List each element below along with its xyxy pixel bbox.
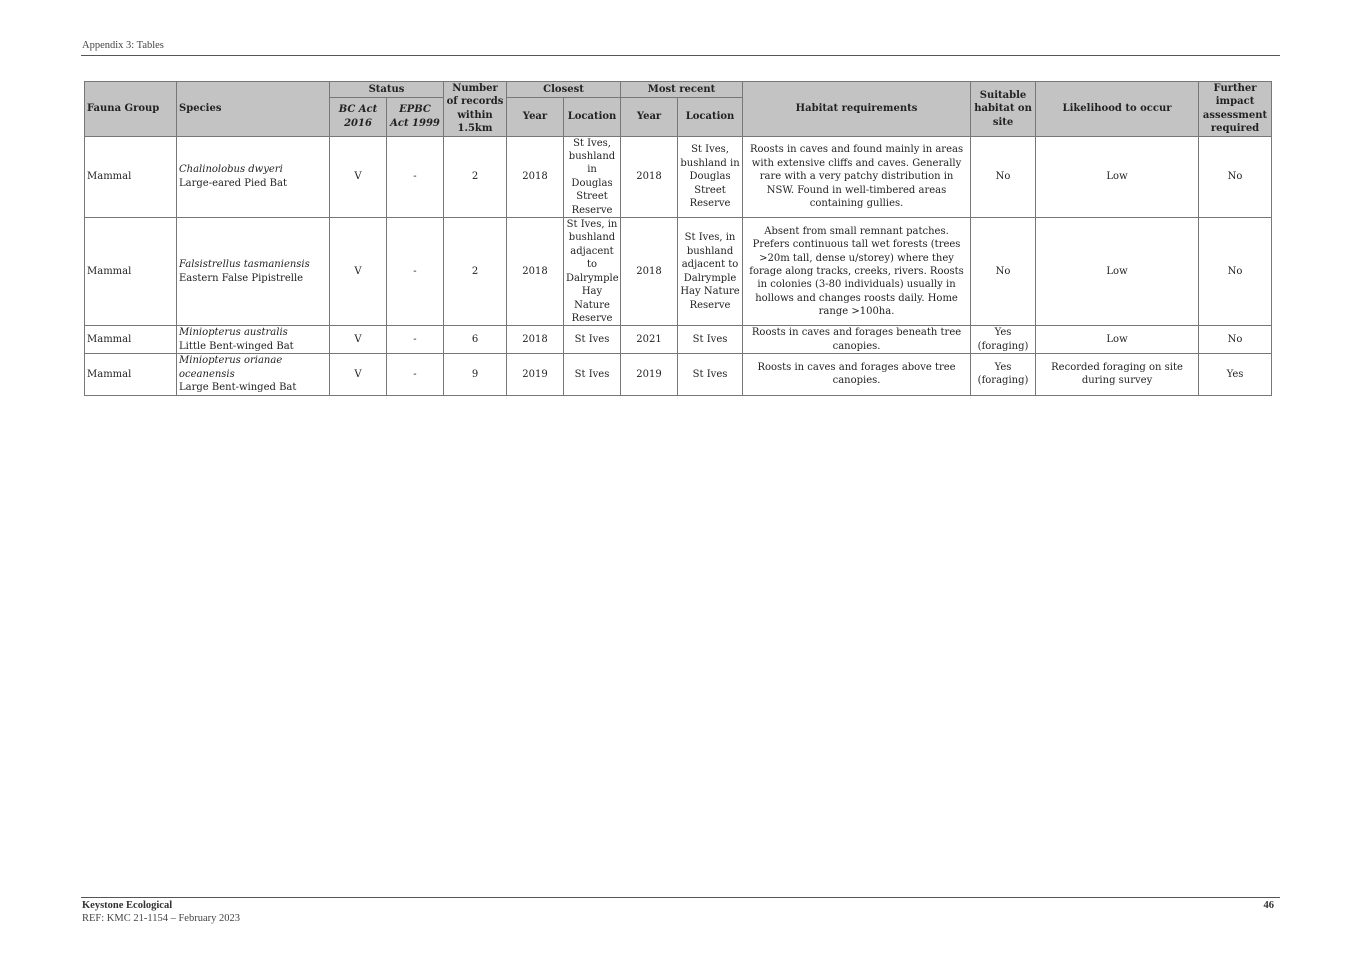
header-species: Species: [177, 82, 330, 137]
closest-year-cell: 2019: [507, 354, 564, 395]
fauna-group-cell: Mammal: [85, 218, 177, 326]
recent-year-cell: 2021: [621, 326, 678, 354]
header-bc-act: BC Act 2016: [330, 98, 387, 136]
common-name: Little Bent-winged Bat: [179, 340, 294, 352]
footer-company: Keystone Ecological: [82, 900, 173, 911]
header-likelihood: Likelihood to occur: [1036, 82, 1199, 137]
table-row: [85, 326, 1272, 354]
bc-act-cell: V: [330, 218, 387, 326]
likelihood-cell: Recorded foraging on site during survey: [1036, 354, 1199, 395]
header-closest-year: Year: [507, 98, 564, 136]
bc-act-cell: V: [330, 136, 387, 217]
species-cell: [177, 218, 330, 326]
fauna-group-cell: Mammal: [85, 354, 177, 395]
recent-year-cell: 2018: [621, 136, 678, 217]
header-habitat: Habitat requirements: [743, 82, 971, 137]
records-cell: 6: [444, 326, 507, 354]
footer-reference: REF: KMC 21-1154 – February 2023: [82, 913, 240, 924]
suitable-habitat-cell: No: [971, 218, 1036, 326]
header-epbc-act: EPBC Act 1999: [387, 98, 444, 136]
scientific-name: Falsistrellus tasmaniensis: [179, 259, 310, 271]
table-row: [85, 136, 1272, 217]
header-records: Number of records within 1.5km: [444, 82, 507, 137]
closest-location-cell: St Ives: [564, 354, 621, 395]
scientific-name: Miniopterus australis: [179, 327, 288, 339]
page-number: 46: [1263, 900, 1274, 911]
closest-year-cell: 2018: [507, 218, 564, 326]
likelihood-cell: Low: [1036, 136, 1199, 217]
header-closest: Closest: [507, 82, 621, 98]
closest-location-cell: St Ives, bushland in Douglas Street Reserve: [564, 136, 621, 217]
habitat-cell: Roosts in caves and forages beneath tree canopies.: [743, 326, 971, 354]
further-assessment-cell: No: [1199, 218, 1272, 326]
common-name: Large Bent-winged Bat: [179, 382, 297, 394]
records-cell: 2: [444, 136, 507, 217]
further-assessment-cell: No: [1199, 326, 1272, 354]
header-most-recent: Most recent: [621, 82, 743, 98]
recent-location-cell: St Ives, in bushland adjacent to Dalrymple Hay Nature Reserve: [678, 218, 743, 326]
records-cell: 9: [444, 354, 507, 395]
header-closest-location: Location: [564, 98, 621, 136]
page-header: Appendix 3: Tables: [82, 40, 164, 51]
bc-act-cell: V: [330, 326, 387, 354]
scientific-name: Chalinolobus dwyeri: [179, 164, 283, 176]
header-recent-year: Year: [621, 98, 678, 136]
species-cell: [177, 136, 330, 217]
likelihood-cell: Low: [1036, 326, 1199, 354]
footer-divider: [81, 897, 1280, 898]
recent-location-cell: St Ives, bushland in Douglas Street Reserve: [678, 136, 743, 217]
table-row: [85, 218, 1272, 326]
header-suitable-habitat: Suitable habitat on site: [971, 82, 1036, 137]
likelihood-cell: Low: [1036, 218, 1199, 326]
epbc-act-cell: -: [387, 218, 444, 326]
closest-year-cell: 2018: [507, 136, 564, 217]
scientific-name: Miniopterus orianae oceanensis: [179, 355, 283, 380]
recent-year-cell: 2019: [621, 354, 678, 395]
habitat-cell: Roosts in caves and forages above tree canopies.: [743, 354, 971, 395]
species-cell: [177, 326, 330, 354]
bc-act-cell: V: [330, 354, 387, 395]
habitat-cell: Absent from small remnant patches. Prefers continuous tall wet forests (trees >20m tall, dense u/storey) where they forage along tracks, creeks, rivers. Roosts in colonies (3-80 individuals) usually in hollows and changes roosts daily. Home range >100ha.: [743, 218, 971, 326]
recent-location-cell: St Ives: [678, 354, 743, 395]
header-recent-location: Location: [678, 98, 743, 136]
header-fauna-group: Fauna Group: [85, 82, 177, 137]
epbc-act-cell: -: [387, 354, 444, 395]
table-row: [85, 354, 1272, 395]
species-cell: [177, 354, 330, 395]
header-further-assessment: Further impact assessment required: [1199, 82, 1272, 137]
epbc-act-cell: -: [387, 136, 444, 217]
header-status: Status: [330, 82, 444, 98]
header-divider: [81, 55, 1280, 56]
common-name: Large-eared Pied Bat: [179, 177, 287, 189]
habitat-cell: Roosts in caves and found mainly in areas with extensive cliffs and caves. Generally rare with a very patchy distribution in NSW. Found in well-timbered areas containing gullies.: [743, 136, 971, 217]
suitable-habitat-cell: Yes (foraging): [971, 326, 1036, 354]
further-assessment-cell: Yes: [1199, 354, 1272, 395]
further-assessment-cell: No: [1199, 136, 1272, 217]
epbc-act-cell: -: [387, 326, 444, 354]
suitable-habitat-cell: No: [971, 136, 1036, 217]
fauna-group-cell: Mammal: [85, 326, 177, 354]
suitable-habitat-cell: Yes (foraging): [971, 354, 1036, 395]
recent-year-cell: 2018: [621, 218, 678, 326]
fauna-table: [84, 81, 1272, 396]
common-name: Eastern False Pipistrelle: [179, 272, 304, 284]
closest-location-cell: St Ives, in bushland adjacent to Dalrymple Hay Nature Reserve: [564, 218, 621, 326]
fauna-group-cell: Mammal: [85, 136, 177, 217]
closest-location-cell: St Ives: [564, 326, 621, 354]
records-cell: 2: [444, 218, 507, 326]
recent-location-cell: St Ives: [678, 326, 743, 354]
closest-year-cell: 2018: [507, 326, 564, 354]
